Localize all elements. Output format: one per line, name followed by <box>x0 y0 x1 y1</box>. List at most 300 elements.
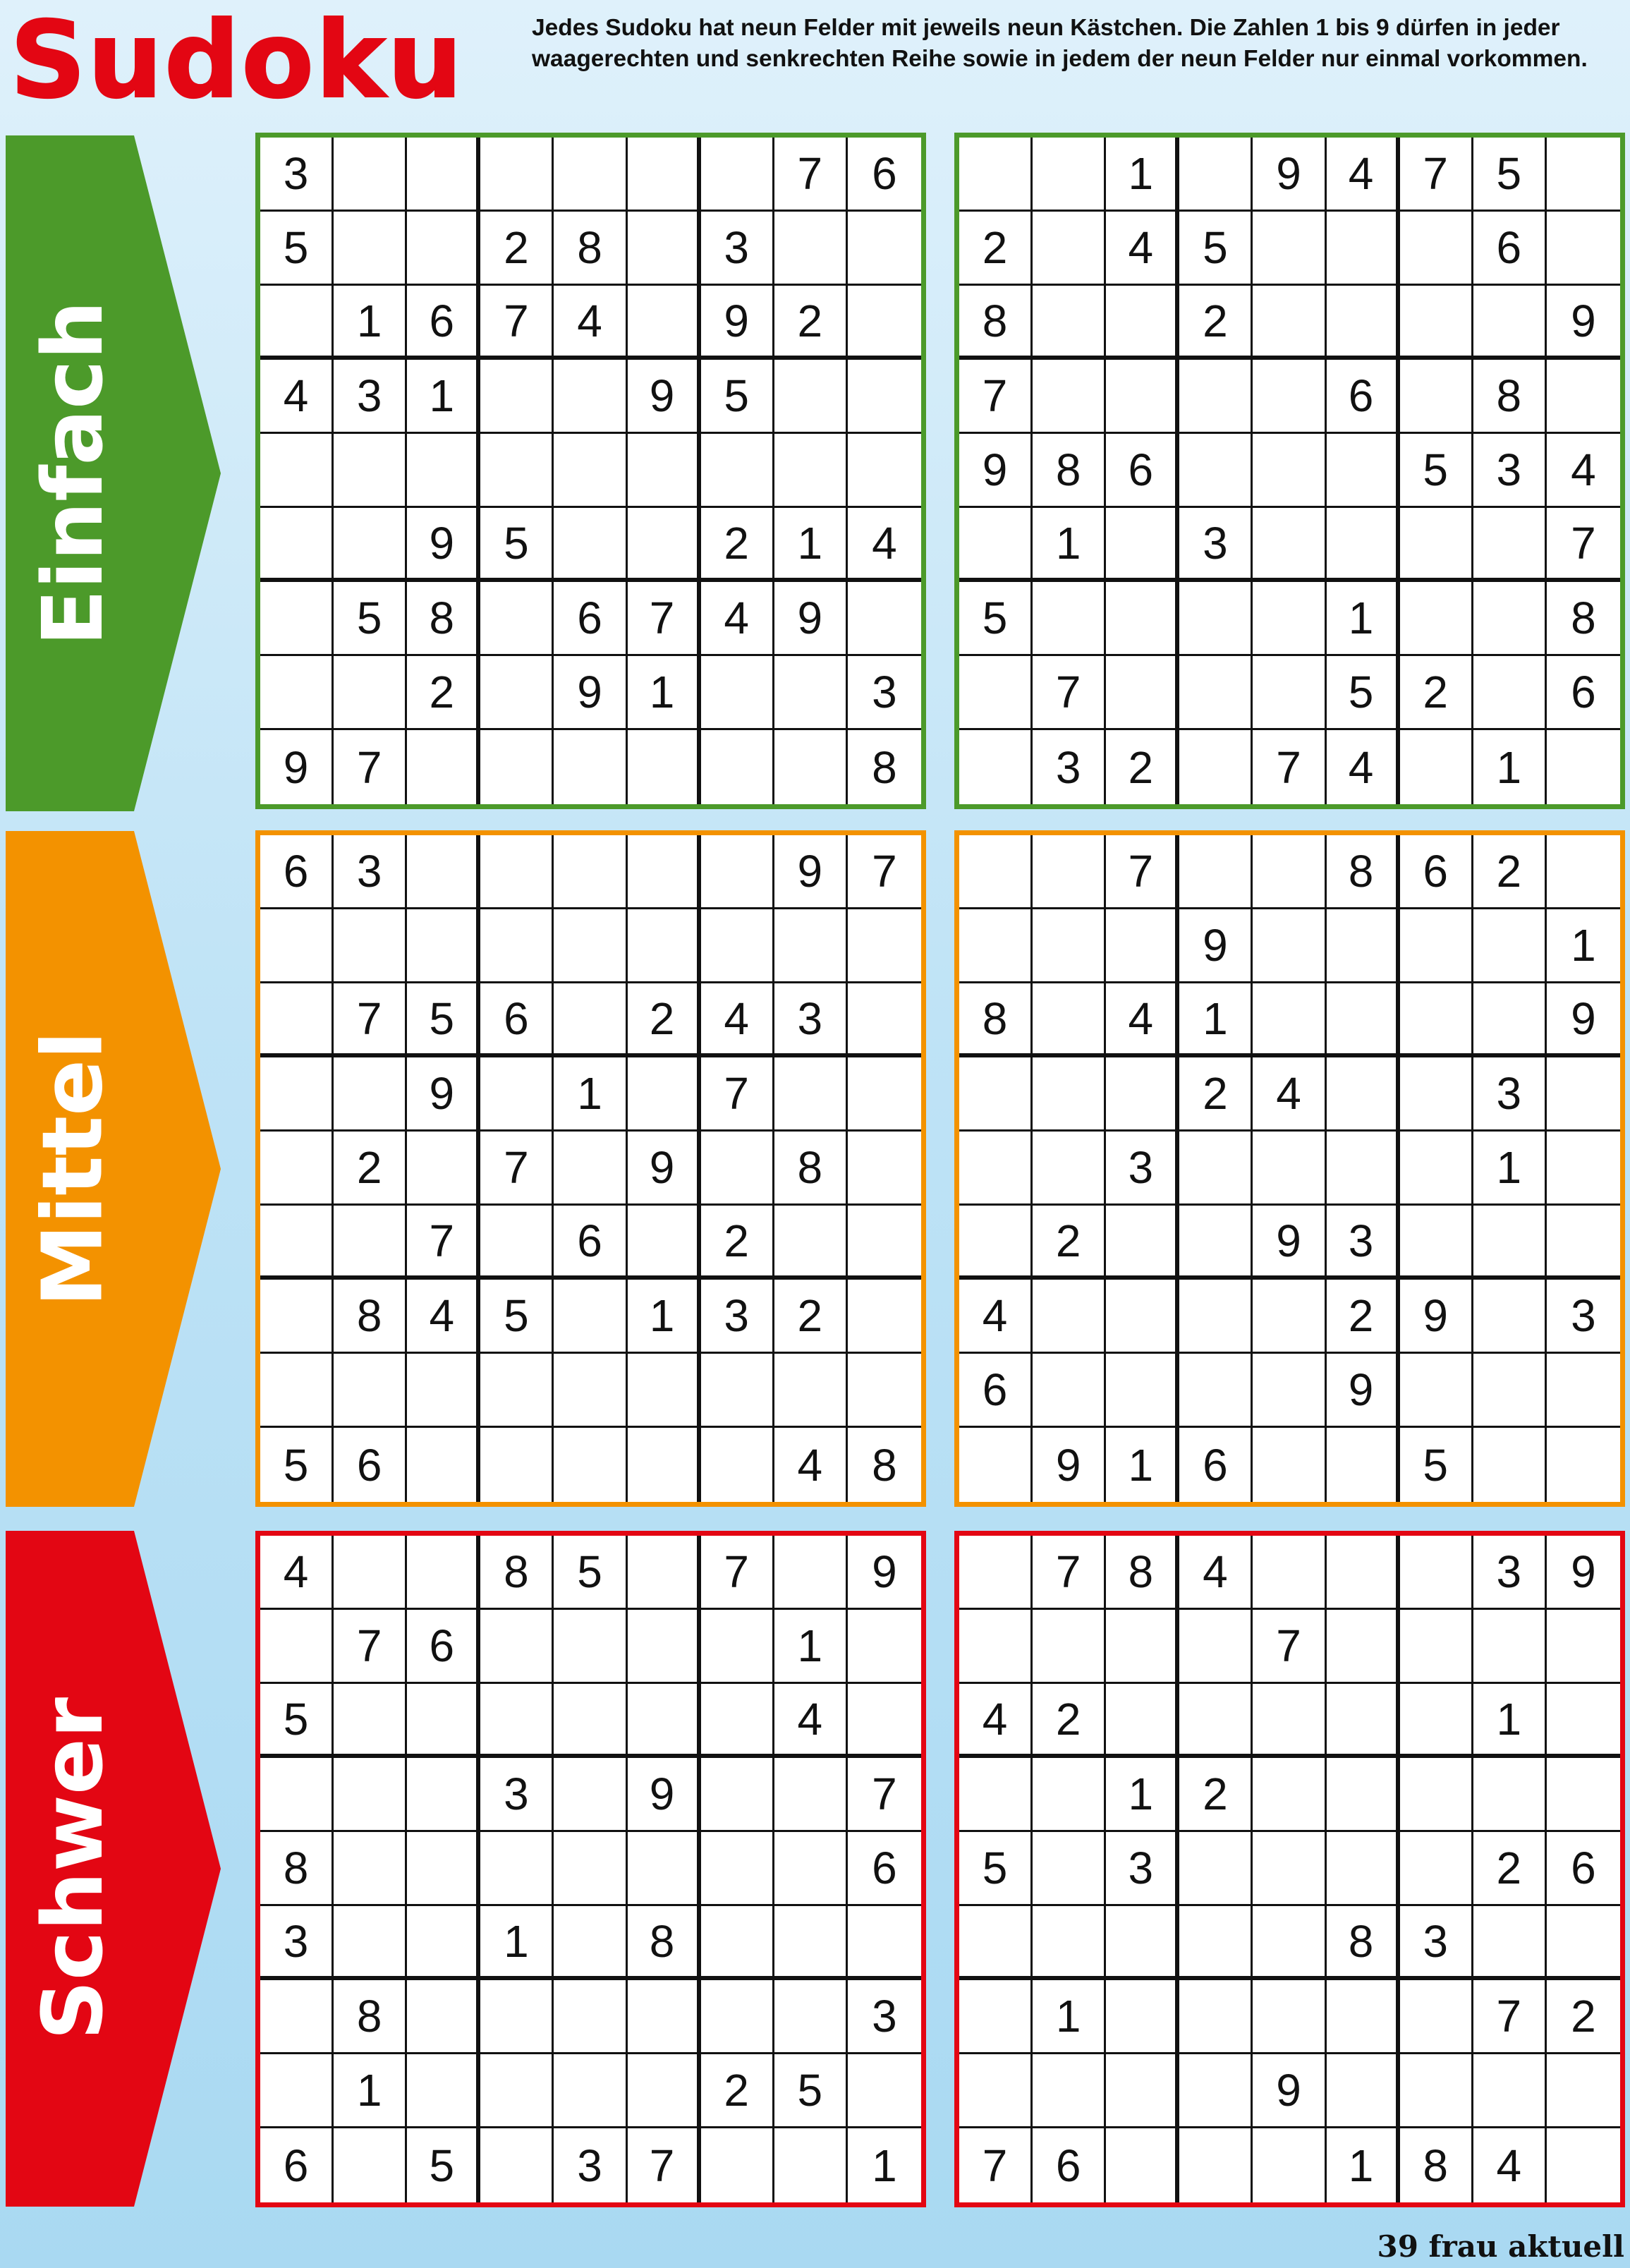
sudoku-cell[interactable] <box>628 212 701 286</box>
sudoku-cell[interactable] <box>628 909 701 983</box>
sudoku-cell[interactable] <box>1033 983 1106 1057</box>
sudoku-cell[interactable] <box>1106 582 1179 656</box>
sudoku-cell[interactable] <box>774 1057 848 1132</box>
sudoku-cell[interactable] <box>260 1610 334 1684</box>
sudoku-cell[interactable] <box>1033 909 1106 983</box>
sudoku-cell[interactable] <box>701 656 774 730</box>
sudoku-cell[interactable] <box>407 138 480 212</box>
sudoku-cell[interactable] <box>407 212 480 286</box>
sudoku-cell[interactable] <box>260 1354 334 1428</box>
sudoku-cell[interactable] <box>1400 983 1473 1057</box>
sudoku-cell[interactable] <box>959 1906 1033 1980</box>
sudoku-cell[interactable] <box>1327 1132 1400 1206</box>
sudoku-cell[interactable] <box>1547 360 1620 434</box>
sudoku-cell[interactable] <box>848 1906 921 1980</box>
sudoku-cell[interactable] <box>848 983 921 1057</box>
sudoku-cell[interactable] <box>554 2054 627 2128</box>
sudoku-cell[interactable] <box>701 138 774 212</box>
sudoku-cell[interactable] <box>1547 1758 1620 1832</box>
sudoku-cell[interactable] <box>1327 983 1400 1057</box>
sudoku-cell[interactable] <box>1327 1980 1400 2054</box>
sudoku-cell[interactable] <box>1179 835 1253 909</box>
sudoku-cell[interactable] <box>701 835 774 909</box>
sudoku-cell[interactable] <box>334 212 407 286</box>
sudoku-cell[interactable] <box>1400 1684 1473 1758</box>
sudoku-cell[interactable] <box>1400 582 1473 656</box>
sudoku-cell[interactable] <box>848 1206 921 1280</box>
sudoku-cell[interactable] <box>554 1758 627 1832</box>
sudoku-cell[interactable] <box>480 835 554 909</box>
sudoku-cell[interactable] <box>848 360 921 434</box>
sudoku-cell[interactable] <box>480 656 554 730</box>
sudoku-cell[interactable] <box>407 1536 480 1610</box>
sudoku-cell[interactable] <box>628 1684 701 1758</box>
sudoku-cell[interactable] <box>1106 909 1179 983</box>
sudoku-cell[interactable] <box>334 909 407 983</box>
sudoku-cell[interactable] <box>628 1206 701 1280</box>
sudoku-cell[interactable] <box>1033 286 1106 360</box>
sudoku-cell[interactable] <box>774 434 848 508</box>
sudoku-cell[interactable] <box>480 1832 554 1906</box>
sudoku-cell[interactable] <box>1327 1536 1400 1610</box>
sudoku-cell[interactable] <box>1400 1832 1473 1906</box>
sudoku-cell[interactable] <box>554 1428 627 1502</box>
sudoku-cell[interactable] <box>554 1610 627 1684</box>
sudoku-cell[interactable] <box>959 1132 1033 1206</box>
sudoku-cell[interactable] <box>1400 508 1473 582</box>
sudoku-cell[interactable] <box>1473 656 1547 730</box>
sudoku-cell[interactable] <box>1547 1428 1620 1502</box>
sudoku-cell[interactable] <box>334 1354 407 1428</box>
sudoku-cell[interactable] <box>1473 1428 1547 1502</box>
sudoku-cell[interactable] <box>1106 1684 1179 1758</box>
sudoku-cell[interactable] <box>480 2128 554 2202</box>
sudoku-cell[interactable] <box>1179 1206 1253 1280</box>
sudoku-cell[interactable] <box>774 2128 848 2202</box>
sudoku-cell[interactable] <box>1179 1354 1253 1428</box>
sudoku-cell[interactable] <box>1473 1206 1547 1280</box>
sudoku-cell[interactable] <box>260 1280 334 1354</box>
sudoku-cell[interactable] <box>959 508 1033 582</box>
sudoku-cell[interactable] <box>774 656 848 730</box>
sudoku-cell[interactable] <box>1033 835 1106 909</box>
sudoku-cell[interactable] <box>1179 1132 1253 1206</box>
sudoku-cell[interactable] <box>1547 1206 1620 1280</box>
sudoku-cell[interactable] <box>628 730 701 804</box>
sudoku-cell[interactable] <box>407 2054 480 2128</box>
sudoku-cell[interactable] <box>1033 582 1106 656</box>
sudoku-cell[interactable] <box>1547 1906 1620 1980</box>
sudoku-cell[interactable] <box>1400 1354 1473 1428</box>
sudoku-cell[interactable] <box>1473 1280 1547 1354</box>
sudoku-cell[interactable] <box>334 508 407 582</box>
sudoku-cell[interactable] <box>628 1832 701 1906</box>
sudoku-cell[interactable] <box>260 656 334 730</box>
sudoku-cell[interactable] <box>1327 909 1400 983</box>
sudoku-cell[interactable] <box>1473 508 1547 582</box>
sudoku-cell[interactable] <box>260 434 334 508</box>
sudoku-cell[interactable] <box>628 434 701 508</box>
sudoku-cell[interactable] <box>480 360 554 434</box>
sudoku-cell[interactable] <box>554 1906 627 1980</box>
sudoku-cell[interactable] <box>407 1980 480 2054</box>
sudoku-cell[interactable] <box>959 1980 1033 2054</box>
sudoku-cell[interactable] <box>1106 360 1179 434</box>
sudoku-cell[interactable] <box>1253 656 1326 730</box>
sudoku-cell[interactable] <box>959 909 1033 983</box>
sudoku-cell[interactable] <box>848 434 921 508</box>
sudoku-cell[interactable] <box>959 1206 1033 1280</box>
sudoku-cell[interactable] <box>1106 1610 1179 1684</box>
sudoku-cell[interactable] <box>407 1684 480 1758</box>
sudoku-cell[interactable] <box>628 835 701 909</box>
sudoku-cell[interactable] <box>1327 1684 1400 1758</box>
sudoku-cell[interactable] <box>628 508 701 582</box>
sudoku-cell[interactable] <box>1253 1906 1326 1980</box>
sudoku-cell[interactable] <box>628 286 701 360</box>
sudoku-cell[interactable] <box>260 1980 334 2054</box>
sudoku-cell[interactable] <box>959 835 1033 909</box>
sudoku-cell[interactable] <box>1106 1206 1179 1280</box>
sudoku-cell[interactable] <box>701 1832 774 1906</box>
sudoku-cell[interactable] <box>628 1354 701 1428</box>
sudoku-cell[interactable] <box>480 138 554 212</box>
sudoku-cell[interactable] <box>774 1206 848 1280</box>
sudoku-cell[interactable] <box>774 730 848 804</box>
sudoku-cell[interactable] <box>1253 1132 1326 1206</box>
sudoku-cell[interactable] <box>1547 2054 1620 2128</box>
sudoku-cell[interactable] <box>1473 909 1547 983</box>
sudoku-cell[interactable] <box>1400 1057 1473 1132</box>
sudoku-cell[interactable] <box>959 138 1033 212</box>
sudoku-cell[interactable] <box>334 1906 407 1980</box>
sudoku-cell[interactable] <box>1033 1610 1106 1684</box>
sudoku-cell[interactable] <box>1106 2128 1179 2202</box>
sudoku-cell[interactable] <box>480 1428 554 1502</box>
sudoku-cell[interactable] <box>1253 1428 1326 1502</box>
sudoku-cell[interactable] <box>774 1758 848 1832</box>
sudoku-cell[interactable] <box>407 1132 480 1206</box>
sudoku-cell[interactable] <box>554 835 627 909</box>
sudoku-cell[interactable] <box>959 1428 1033 1502</box>
sudoku-cell[interactable] <box>480 434 554 508</box>
sudoku-cell[interactable] <box>1547 730 1620 804</box>
sudoku-cell[interactable] <box>1253 1280 1326 1354</box>
sudoku-cell[interactable] <box>1400 212 1473 286</box>
sudoku-cell[interactable] <box>1106 286 1179 360</box>
sudoku-cell[interactable] <box>407 1354 480 1428</box>
sudoku-cell[interactable] <box>701 1132 774 1206</box>
sudoku-cell[interactable] <box>334 656 407 730</box>
sudoku-cell[interactable] <box>1033 360 1106 434</box>
sudoku-cell[interactable] <box>260 909 334 983</box>
sudoku-cell[interactable] <box>334 1206 407 1280</box>
sudoku-cell[interactable] <box>1253 212 1326 286</box>
sudoku-cell[interactable] <box>334 1536 407 1610</box>
sudoku-cell[interactable] <box>1033 1057 1106 1132</box>
sudoku-cell[interactable] <box>480 1057 554 1132</box>
sudoku-cell[interactable] <box>407 434 480 508</box>
sudoku-cell[interactable] <box>1253 1832 1326 1906</box>
sudoku-cell[interactable] <box>334 1057 407 1132</box>
sudoku-cell[interactable] <box>407 909 480 983</box>
sudoku-cell[interactable] <box>628 1610 701 1684</box>
sudoku-cell[interactable] <box>1106 508 1179 582</box>
sudoku-cell[interactable] <box>407 835 480 909</box>
sudoku-cell[interactable] <box>260 1132 334 1206</box>
sudoku-cell[interactable] <box>628 138 701 212</box>
sudoku-cell[interactable] <box>1327 286 1400 360</box>
sudoku-cell[interactable] <box>260 1206 334 1280</box>
sudoku-cell[interactable] <box>1253 434 1326 508</box>
sudoku-cell[interactable] <box>334 1758 407 1832</box>
sudoku-cell[interactable] <box>628 1057 701 1132</box>
sudoku-cell[interactable] <box>554 1684 627 1758</box>
sudoku-cell[interactable] <box>848 909 921 983</box>
sudoku-cell[interactable] <box>554 909 627 983</box>
sudoku-cell[interactable] <box>1547 138 1620 212</box>
sudoku-cell[interactable] <box>1547 1354 1620 1428</box>
sudoku-cell[interactable] <box>260 582 334 656</box>
sudoku-cell[interactable] <box>1179 1610 1253 1684</box>
sudoku-cell[interactable] <box>701 1906 774 1980</box>
sudoku-cell[interactable] <box>1253 835 1326 909</box>
sudoku-cell[interactable] <box>1253 360 1326 434</box>
sudoku-cell[interactable] <box>701 1980 774 2054</box>
sudoku-cell[interactable] <box>260 2054 334 2128</box>
sudoku-cell[interactable] <box>774 1980 848 2054</box>
sudoku-cell[interactable] <box>701 1354 774 1428</box>
sudoku-cell[interactable] <box>1253 983 1326 1057</box>
sudoku-cell[interactable] <box>959 1758 1033 1832</box>
sudoku-cell[interactable] <box>334 1832 407 1906</box>
sudoku-cell[interactable] <box>480 582 554 656</box>
sudoku-cell[interactable] <box>1473 2054 1547 2128</box>
sudoku-cell[interactable] <box>1253 2128 1326 2202</box>
sudoku-cell[interactable] <box>1179 730 1253 804</box>
sudoku-cell[interactable] <box>554 1354 627 1428</box>
sudoku-cell[interactable] <box>1400 360 1473 434</box>
sudoku-cell[interactable] <box>1473 1758 1547 1832</box>
sudoku-cell[interactable] <box>1106 1354 1179 1428</box>
sudoku-cell[interactable] <box>480 1354 554 1428</box>
sudoku-cell[interactable] <box>959 1610 1033 1684</box>
sudoku-cell[interactable] <box>848 1684 921 1758</box>
sudoku-cell[interactable] <box>480 1206 554 1280</box>
sudoku-cell[interactable] <box>1327 1758 1400 1832</box>
sudoku-cell[interactable] <box>848 212 921 286</box>
sudoku-cell[interactable] <box>848 1610 921 1684</box>
sudoku-cell[interactable] <box>1106 1057 1179 1132</box>
sudoku-cell[interactable] <box>1473 1906 1547 1980</box>
sudoku-cell[interactable] <box>1179 1980 1253 2054</box>
sudoku-cell[interactable] <box>1473 286 1547 360</box>
sudoku-cell[interactable] <box>848 2054 921 2128</box>
sudoku-cell[interactable] <box>1547 835 1620 909</box>
sudoku-cell[interactable] <box>260 508 334 582</box>
sudoku-cell[interactable] <box>554 434 627 508</box>
sudoku-cell[interactable] <box>1473 1354 1547 1428</box>
sudoku-cell[interactable] <box>1253 1354 1326 1428</box>
sudoku-cell[interactable] <box>334 138 407 212</box>
sudoku-cell[interactable] <box>1400 730 1473 804</box>
sudoku-cell[interactable] <box>554 730 627 804</box>
sudoku-cell[interactable] <box>554 360 627 434</box>
sudoku-cell[interactable] <box>628 2054 701 2128</box>
sudoku-cell[interactable] <box>1253 1684 1326 1758</box>
sudoku-cell[interactable] <box>774 909 848 983</box>
sudoku-cell[interactable] <box>407 1428 480 1502</box>
sudoku-cell[interactable] <box>1106 1906 1179 1980</box>
sudoku-cell[interactable] <box>1327 1057 1400 1132</box>
sudoku-cell[interactable] <box>1179 1684 1253 1758</box>
sudoku-cell[interactable] <box>1547 1057 1620 1132</box>
sudoku-cell[interactable] <box>1547 2128 1620 2202</box>
sudoku-cell[interactable] <box>848 1132 921 1206</box>
sudoku-cell[interactable] <box>1400 1536 1473 1610</box>
sudoku-cell[interactable] <box>1033 1354 1106 1428</box>
sudoku-cell[interactable] <box>1179 138 1253 212</box>
sudoku-cell[interactable] <box>407 730 480 804</box>
sudoku-cell[interactable] <box>554 1832 627 1906</box>
sudoku-cell[interactable] <box>848 582 921 656</box>
sudoku-cell[interactable] <box>1400 909 1473 983</box>
sudoku-cell[interactable] <box>1033 2054 1106 2128</box>
sudoku-cell[interactable] <box>1033 138 1106 212</box>
sudoku-cell[interactable] <box>1547 212 1620 286</box>
sudoku-cell[interactable] <box>959 2054 1033 2128</box>
sudoku-cell[interactable] <box>701 909 774 983</box>
sudoku-cell[interactable] <box>1327 508 1400 582</box>
sudoku-cell[interactable] <box>1473 582 1547 656</box>
sudoku-cell[interactable] <box>1179 2054 1253 2128</box>
sudoku-cell[interactable] <box>701 730 774 804</box>
sudoku-cell[interactable] <box>701 2128 774 2202</box>
sudoku-cell[interactable] <box>407 1758 480 1832</box>
sudoku-cell[interactable] <box>1106 2054 1179 2128</box>
sudoku-cell[interactable] <box>554 1280 627 1354</box>
sudoku-cell[interactable] <box>1033 1132 1106 1206</box>
sudoku-cell[interactable] <box>701 1684 774 1758</box>
sudoku-cell[interactable] <box>1033 212 1106 286</box>
sudoku-cell[interactable] <box>959 1536 1033 1610</box>
sudoku-cell[interactable] <box>701 434 774 508</box>
sudoku-cell[interactable] <box>774 1832 848 1906</box>
sudoku-cell[interactable] <box>1400 1132 1473 1206</box>
sudoku-cell[interactable] <box>1327 1428 1400 1502</box>
sudoku-cell[interactable] <box>554 1980 627 2054</box>
sudoku-cell[interactable] <box>1547 1610 1620 1684</box>
sudoku-cell[interactable] <box>959 730 1033 804</box>
sudoku-cell[interactable] <box>1473 1610 1547 1684</box>
sudoku-cell[interactable] <box>1253 1536 1326 1610</box>
sudoku-cell[interactable] <box>1033 1832 1106 1906</box>
sudoku-cell[interactable] <box>407 1832 480 1906</box>
sudoku-cell[interactable] <box>480 1684 554 1758</box>
sudoku-cell[interactable] <box>774 1536 848 1610</box>
sudoku-cell[interactable] <box>848 1354 921 1428</box>
sudoku-cell[interactable] <box>959 1057 1033 1132</box>
sudoku-cell[interactable] <box>1253 286 1326 360</box>
sudoku-cell[interactable] <box>1179 360 1253 434</box>
sudoku-cell[interactable] <box>1106 656 1179 730</box>
sudoku-cell[interactable] <box>1400 1610 1473 1684</box>
sudoku-cell[interactable] <box>1106 1980 1179 2054</box>
sudoku-cell[interactable] <box>1400 286 1473 360</box>
sudoku-cell[interactable] <box>1327 1832 1400 1906</box>
sudoku-cell[interactable] <box>628 1428 701 1502</box>
sudoku-cell[interactable] <box>1253 1758 1326 1832</box>
sudoku-cell[interactable] <box>1179 656 1253 730</box>
sudoku-cell[interactable] <box>334 2128 407 2202</box>
sudoku-cell[interactable] <box>848 1057 921 1132</box>
sudoku-cell[interactable] <box>480 909 554 983</box>
sudoku-cell[interactable] <box>959 656 1033 730</box>
sudoku-cell[interactable] <box>1473 983 1547 1057</box>
sudoku-cell[interactable] <box>848 286 921 360</box>
sudoku-cell[interactable] <box>1547 1684 1620 1758</box>
sudoku-cell[interactable] <box>554 983 627 1057</box>
sudoku-cell[interactable] <box>1327 2054 1400 2128</box>
sudoku-cell[interactable] <box>554 138 627 212</box>
sudoku-cell[interactable] <box>1400 2054 1473 2128</box>
sudoku-cell[interactable] <box>260 1057 334 1132</box>
sudoku-cell[interactable] <box>1179 1280 1253 1354</box>
sudoku-cell[interactable] <box>1033 1280 1106 1354</box>
sudoku-cell[interactable] <box>774 1354 848 1428</box>
sudoku-cell[interactable] <box>1253 909 1326 983</box>
sudoku-cell[interactable] <box>480 730 554 804</box>
sudoku-cell[interactable] <box>480 1610 554 1684</box>
sudoku-cell[interactable] <box>1106 1280 1179 1354</box>
sudoku-cell[interactable] <box>1179 2128 1253 2202</box>
sudoku-cell[interactable] <box>774 212 848 286</box>
sudoku-cell[interactable] <box>1033 1758 1106 1832</box>
sudoku-cell[interactable] <box>1253 582 1326 656</box>
sudoku-cell[interactable] <box>1327 212 1400 286</box>
sudoku-cell[interactable] <box>848 1280 921 1354</box>
sudoku-cell[interactable] <box>1033 1906 1106 1980</box>
sudoku-cell[interactable] <box>628 1980 701 2054</box>
sudoku-cell[interactable] <box>774 360 848 434</box>
sudoku-cell[interactable] <box>701 1610 774 1684</box>
sudoku-cell[interactable] <box>1547 1132 1620 1206</box>
sudoku-cell[interactable] <box>701 1758 774 1832</box>
sudoku-cell[interactable] <box>1253 508 1326 582</box>
sudoku-cell[interactable] <box>628 1536 701 1610</box>
sudoku-cell[interactable] <box>554 508 627 582</box>
sudoku-cell[interactable] <box>774 1906 848 1980</box>
sudoku-cell[interactable] <box>1179 1906 1253 1980</box>
sudoku-cell[interactable] <box>1179 582 1253 656</box>
sudoku-cell[interactable] <box>260 286 334 360</box>
sudoku-cell[interactable] <box>1400 1206 1473 1280</box>
sudoku-cell[interactable] <box>260 983 334 1057</box>
sudoku-cell[interactable] <box>1179 434 1253 508</box>
sudoku-cell[interactable] <box>334 1684 407 1758</box>
sudoku-cell[interactable] <box>407 1906 480 1980</box>
sudoku-cell[interactable] <box>260 1758 334 1832</box>
sudoku-cell[interactable] <box>1400 1980 1473 2054</box>
sudoku-cell[interactable] <box>1179 1832 1253 1906</box>
sudoku-cell[interactable] <box>1253 1980 1326 2054</box>
sudoku-cell[interactable] <box>480 1980 554 2054</box>
sudoku-cell[interactable] <box>1327 1610 1400 1684</box>
sudoku-cell[interactable] <box>1327 434 1400 508</box>
sudoku-cell[interactable] <box>1400 1758 1473 1832</box>
sudoku-cell[interactable] <box>334 434 407 508</box>
sudoku-cell[interactable] <box>554 1132 627 1206</box>
